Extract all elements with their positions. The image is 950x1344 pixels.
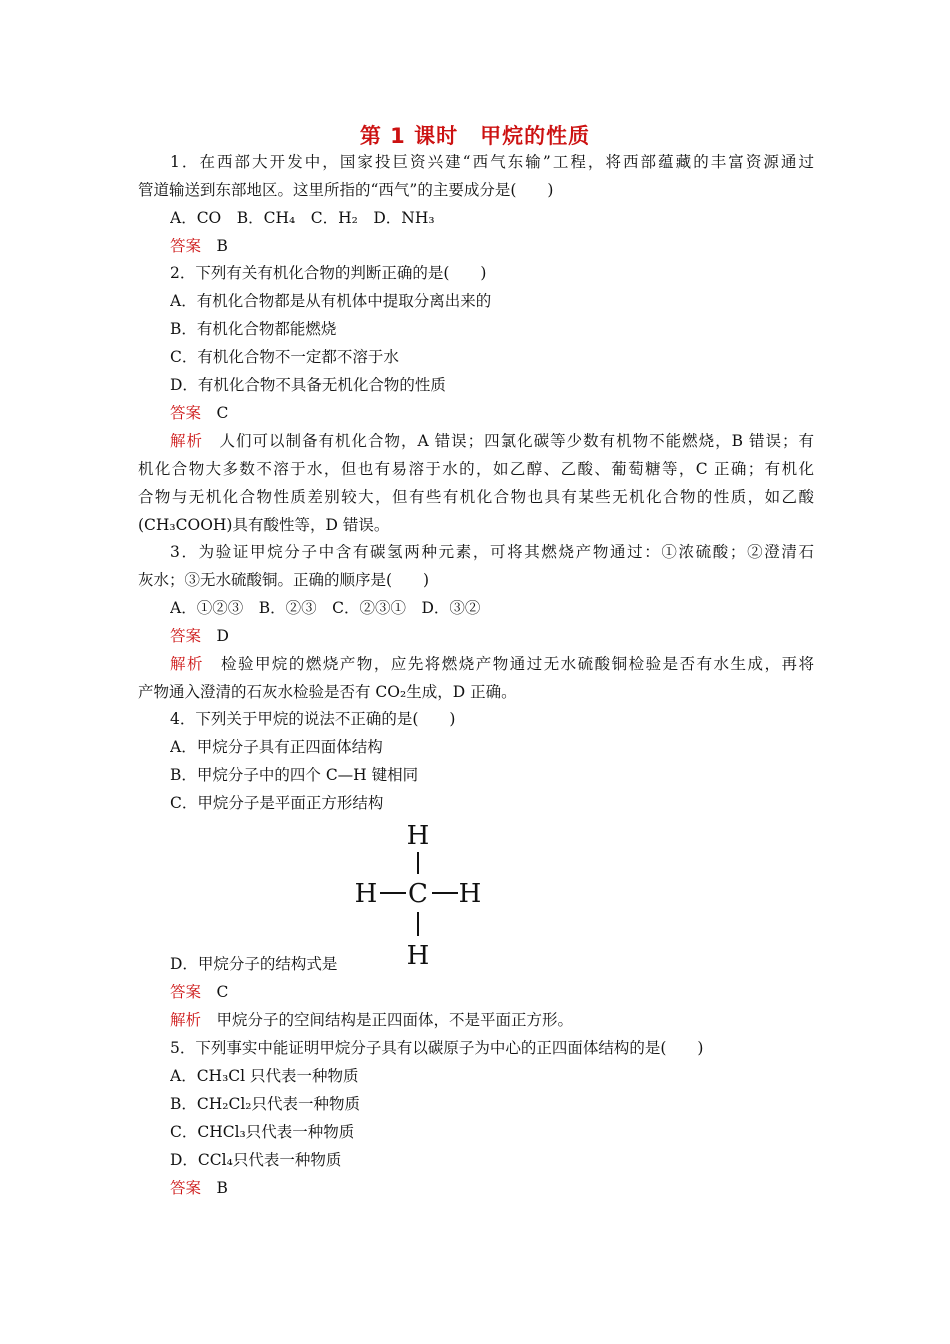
q2-analysis-line-4: (CH₃COOH)具有酸性等，D 错误。 bbox=[138, 516, 390, 534]
q4-option-b: B．甲烷分子中的四个 C—H 键相同 bbox=[170, 766, 419, 784]
q2-answer-row bbox=[170, 403, 814, 423]
q2-analysis-text: 人们可以制备有机化合物，A 错误；四氯化碳等少数有机物不能燃烧，B 错误；有 bbox=[218, 432, 814, 450]
q3-analysis-line-2: 产物通入澄清的石灰水检验是否有 CO₂生成，D 正确。 bbox=[138, 683, 517, 701]
q4-answer-row bbox=[170, 982, 814, 1002]
answer-label: 答案 bbox=[170, 627, 202, 645]
q2-option-c: C．有机化合物不一定都不溶于水 bbox=[170, 348, 399, 366]
q5-option-c: C．CHCl₃只代表一种物质 bbox=[170, 1123, 355, 1141]
formula-atom-bottom: H bbox=[406, 941, 430, 970]
q4-option-a: A．甲烷分子具有正四面体结构 bbox=[170, 738, 383, 756]
q2-option-a: A．有机化合物都是从有机体中提取分离出来的 bbox=[170, 292, 492, 310]
q1-options: A．CO B．CH₄ C．H₂ D．NH₃ bbox=[170, 209, 435, 227]
q1-stem-line-2: 管道输送到东部地区。这里所指的“西气”的主要成分是( ) bbox=[138, 181, 554, 199]
q5-answer: B bbox=[216, 1179, 228, 1197]
q2-stem: 2．下列有关有机化合物的判断正确的是( ) bbox=[170, 264, 487, 282]
answer-label: 答案 bbox=[170, 1179, 202, 1197]
q3-analysis-text: 检验甲烷的燃烧产物，应先将燃烧产物通过无水硫酸铜检验是否有水生成，再将 bbox=[219, 655, 814, 673]
q3-analysis-line-1 bbox=[170, 654, 814, 674]
analysis-label: 解析 bbox=[170, 655, 204, 673]
formula-atom-left: H bbox=[354, 879, 378, 909]
analysis-label: 解析 bbox=[170, 1011, 202, 1029]
q4-option-c: C．甲烷分子是平面正方形结构 bbox=[170, 794, 384, 812]
q4-analysis-row bbox=[170, 1010, 814, 1030]
q2-option-b: B．有机化合物都能燃烧 bbox=[170, 320, 337, 338]
q1-answer: B bbox=[216, 237, 228, 255]
q4-option-d: D．甲烷分子的结构式是 bbox=[170, 955, 338, 973]
q4-answer: C bbox=[216, 983, 229, 1001]
q2-answer: C bbox=[216, 404, 229, 422]
q5-option-d: D．CCl₄只代表一种物质 bbox=[170, 1151, 342, 1169]
methane-structural-formula bbox=[352, 818, 492, 970]
page-title: 第 1 课时 甲烷的性质 bbox=[359, 124, 591, 148]
q2-analysis-line-2: 机化合物大多数不溶于水，但也有易溶于水的，如乙醇、乙酸、葡萄糖等，C 正确；有机化 bbox=[138, 460, 814, 478]
q3-options: A．①②③ B．②③ C．②③① D．③② bbox=[170, 599, 481, 617]
q4-analysis-text: 甲烷分子的空间结构是正四面体，不是平面正方形。 bbox=[216, 1011, 574, 1029]
formula-atom-top: H bbox=[406, 821, 430, 851]
formula-atom-center: C bbox=[408, 879, 428, 909]
q5-stem: 5．下列事实中能证明甲烷分子具有以碳原子为中心的正四面体结构的是( ) bbox=[170, 1039, 704, 1057]
answer-label: 答案 bbox=[170, 983, 202, 1001]
q2-analysis-line-1 bbox=[170, 431, 814, 451]
formula-atom-right: H bbox=[458, 879, 482, 909]
q3-answer: D bbox=[216, 627, 229, 645]
q1-stem-line-1: 1．在西部大开发中，国家投巨资兴建“西气东输”工程，将西部蕴藏的丰富资源通过 bbox=[170, 153, 814, 171]
q2-option-d: D．有机化合物不具备无机化合物的性质 bbox=[170, 376, 446, 394]
q3-stem-line-1: 3．为验证甲烷分子中含有碳氢两种元素，可将其燃烧产物通过：①浓硫酸；②澄清石 bbox=[170, 543, 814, 561]
answer-label: 答案 bbox=[170, 404, 202, 422]
q1-answer-row bbox=[170, 236, 814, 256]
q4-stem: 4．下列关于甲烷的说法不正确的是( ) bbox=[170, 710, 456, 728]
q3-stem-line-2: 灰水；③无水硫酸铜。正确的顺序是( ) bbox=[138, 571, 430, 589]
q5-option-b: B．CH₂Cl₂只代表一种物质 bbox=[170, 1095, 361, 1113]
q5-answer-row bbox=[170, 1178, 814, 1198]
q2-analysis-line-3: 合物与无机化合物性质差别较大，但有些有机化合物也具有某些无机化合物的性质，如乙酸 bbox=[138, 488, 814, 506]
q5-option-a: A．CH₃Cl 只代表一种物质 bbox=[170, 1067, 359, 1085]
answer-label: 答案 bbox=[170, 237, 202, 255]
q3-answer-row bbox=[170, 626, 814, 646]
analysis-label: 解析 bbox=[170, 432, 204, 450]
